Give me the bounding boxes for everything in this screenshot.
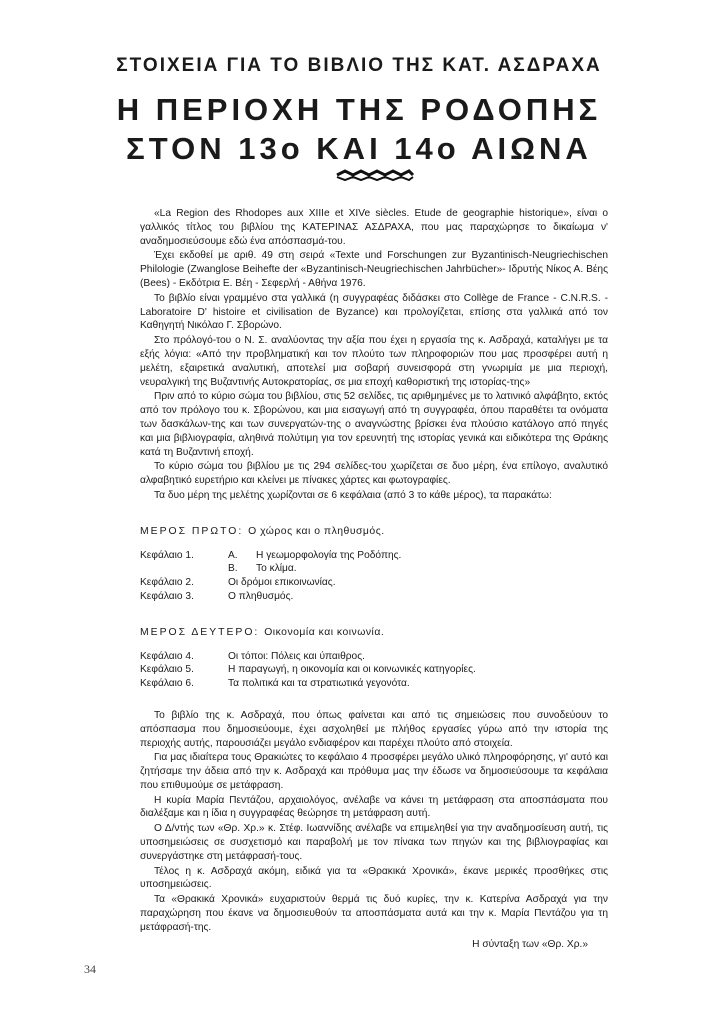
chapter-item [140, 562, 608, 576]
chapter-label: Κεφάλαιο 1. [140, 549, 194, 561]
chapter-text: Η παραγωγή, η οικονομία και οι κοινωνικές κατηγορίες. [228, 664, 476, 676]
chapter-item [140, 576, 608, 590]
chapter-label: Κεφάλαιο 2. [140, 577, 194, 589]
chapter-item [140, 549, 608, 563]
kicker-heading: ΣΤΟΙΧΕΙΑ ΓΙΑ ΤΟ ΒΙΒΛΙΟ ΤΗΣ ΚΑΤ. ΑΣΔΡΑΧΑ [116, 55, 602, 76]
editorial-signature: Η σύνταξη των «Θρ. Χρ.» [472, 938, 588, 950]
intro-paragraph: Έχει εκδοθεί με αριθ. 49 στη σειρά «Texte und Forschungen zur Byzantinisch-Neugriechischen Philologie (Zwanglose Beihefte der «Byzantinisch-Neugriechischen Jahrbücher»- Ιδρυτής Νίκος Α. Βέης (Bees) - Εκδότρια Ε. Βέη - Σεφερλή - Αθήνα 1976. [140, 250, 608, 289]
chapter-item [140, 677, 608, 691]
part-one-label: ΜΕΡΟΣ ΠΡΩΤΟ: [140, 525, 244, 537]
intro-paragraph: Τα δυο μέρη της μελέτης χωρίζονται σε 6 κεφάλαια (από 3 το κάθε μέρος), τα παρακάτω: [154, 489, 552, 501]
ornament-divider [335, 168, 415, 182]
chapter-text: Ο πληθυσμός. [228, 590, 294, 602]
closing-paragraph: Το βιβλίο της κ. Ασδραχά, που όπως φαίνεται και από τις σημειώσεις που συνοδεύουν το απόσπασμα που δημοσιεύουμε, έχει ασχοληθεί με πλήθος εργασίες γύρω από την ιστορία της περιοχής αυτής, παρουσιάζει μεγάλο ενδιαφέρον και παρέχει πλούτο από στοιχεία. [140, 709, 608, 749]
chapter-text: Τα πολιτικά και τα στρατιωτικά γεγονότα. [228, 678, 410, 690]
chapter-item [140, 663, 608, 677]
part-two-heading [140, 626, 608, 640]
article-body [140, 207, 608, 951]
chapter-item [140, 590, 608, 604]
closing-paragraph: Για μας ιδιαίτερα τους Θρακιώτες το κεφάλαιο 4 προσφέρει μεγάλο υλικό πληροφόρησης, γι' αυτό και ζητήσαμε την άδεια από την κ. Ασδραχά και πρόθυμα μας την έδωσε να δημοσιεύσουμε τα κεφάλαια που επιθυμούμε σε μετάφραση. [140, 752, 608, 791]
intro-paragraph: Πριν από το κύριο σώμα του βιβλίου, στις 52 σελίδες, τις αριθμημένες με το λατινικό αλφάβητο, εκτός από τον πρόλογο του κ. Σβορώνου, και μια εισαγωγή από τη συγγραφέα, όπου παραθέτει τα ονόματα των δασκάλων-της και των συνεργατών-της ο αναγνώστης βρίσκει ένα πλούσιο κατάλογο από πηγές και μια βιβλιογραφία, αληθινά πολύτιμη για τον ερευνητή της ιστορίας γενικά και ειδικότερα της Θράκης κατά τη Βυζαντινή εποχή. [140, 391, 608, 458]
title-line-2: ΣΤΟΝ 13ο ΚΑΙ 14ο ΑΙΩΝΑ [126, 131, 592, 166]
chapter-label [140, 562, 228, 576]
chapter-text: Οι τόποι: Πόλεις και ύπαιθρος. [228, 650, 365, 662]
part-two-label: ΜΕΡΟΣ ΔΕΥΤΕΡΟ: [140, 626, 260, 638]
chapter-label: Κεφάλαιο 6. [140, 678, 194, 690]
intro-paragraph: Το κύριο σώμα του βιβλίου με τις 294 σελίδες-του χωρίζεται σε δυο μέρη, ένα επίλογο, αναλυτικό αλφαβητικό ευρετήριο και κλείνει με πίνακες χάρτες και φωτογραφίες. [140, 461, 608, 487]
chapter-text: Το κλίμα. [256, 563, 297, 575]
page-number: 34 [84, 962, 96, 976]
closing-paragraph: Τα «Θρακικά Χρονικά» ευχαριστούν θερμά τις δυό κυρίες, την κ. Κατερίνα Ασδραχά για την παραχώρηση που έκανε να δημοσιευθούν τα αποσπάσματα αυτά και την κ. Μαρία Πεντάζου για τη μετάφρασή-της. [140, 894, 608, 933]
title-line-1: Η ΠΕΡΙΟΧΗ ΤΗΣ ΡΟΔΟΠΗΣ [116, 92, 602, 127]
intro-paragraph: Στο πρόλογό-του ο Ν. Σ. αναλύοντας την αξία που έχει η εργασία της κ. Ασδραχά, καταλήγει με τα εξής λόγια: «Από την προβληματική και τον πλούτο των πληροφοριών που μας προσφέρει αυτή η μελέτη, εξαιρετικά αναλυτική, αποτελεί μια σοβαρή συνεισφορά στη γνωριμία με μια περιοχή, νευραλγική της Βυζαντινής Αυτοκρατορίας, σε μια εποχή καθοριστική της ιστορίας-της» [140, 335, 608, 388]
closing-paragraph: Ο Δ/ντής των «Θρ. Χρ.» κ. Στέφ. Ιωαννίδης ανέλαβε να επιμεληθεί για την αναδημοσίευση αυτή, τις υποσημειώσεις σε συσχετισμό και παραβολή με τον πίνακα των πηγών και της βιβλιογραφίας και συνεργάστηκε στη μετάφρασή-τους. [140, 823, 608, 862]
closing-paragraph: Η κυρία Μαρία Πεντάζου, αρχαιολόγος, ανέλαβε να κάνει τη μετάφραση στα αποσπάσματα που διαλέξαμε και η ίδια η συγγραφέας θεώρησε τη μετάφραση αυτή. [140, 794, 608, 820]
chapter-text: Οι δρόμοι επικοινωνίας. [228, 577, 336, 589]
part-one-subtitle: Ο χώρος και ο πληθυσμός. [248, 525, 385, 537]
part-two-subtitle: Οικονομία και κοινωνία. [264, 626, 385, 638]
chapter-sub: Β. [228, 563, 238, 575]
chapter-sub: Α. [228, 549, 238, 561]
chapter-label: Κεφάλαιο 3. [140, 590, 194, 602]
chapter-label: Κεφάλαιο 4. [140, 650, 194, 662]
closing-paragraph: Τέλος η κ. Ασδραχά ακόμη, ειδικά για τα «Θρακικά Χρονικά», έκανε μερικές προσθήκες στις υποσημειώσεις. [140, 865, 608, 891]
chapter-label: Κεφάλαιο 5. [140, 664, 194, 676]
intro-paragraph: Το βιβλίο είναι γραμμένο στα γαλλικά (η συγγραφέας διδάσκει στο Collège de France - C.N.R.S. - Laboratoire D' histoire et civilisation de Byzance) και προλογίζεται, επίσης στα γαλλικά από τον Καθηγητή Νικόλαο Γ. Σβορώνο. [140, 292, 608, 332]
chapter-item [140, 650, 608, 664]
chapter-text: Η γεωμορφολογία της Ροδόπης. [256, 549, 402, 561]
intro-paragraph: «La Region des Rhodopes aux XIIIe et XIVe siècles. Etude de geographie historique», είναι ο γαλλικός τίτλος του βιβλίου της ΚΑΤΕΡΙΝΑΣ ΑΣΔΡΑΧΑ, που μας παραχώρησε το δικαίωμα ν' αναδημοσιεύσουμε εδώ ένα απόσπασμά-του. [140, 208, 608, 247]
part-one-heading [140, 525, 608, 539]
